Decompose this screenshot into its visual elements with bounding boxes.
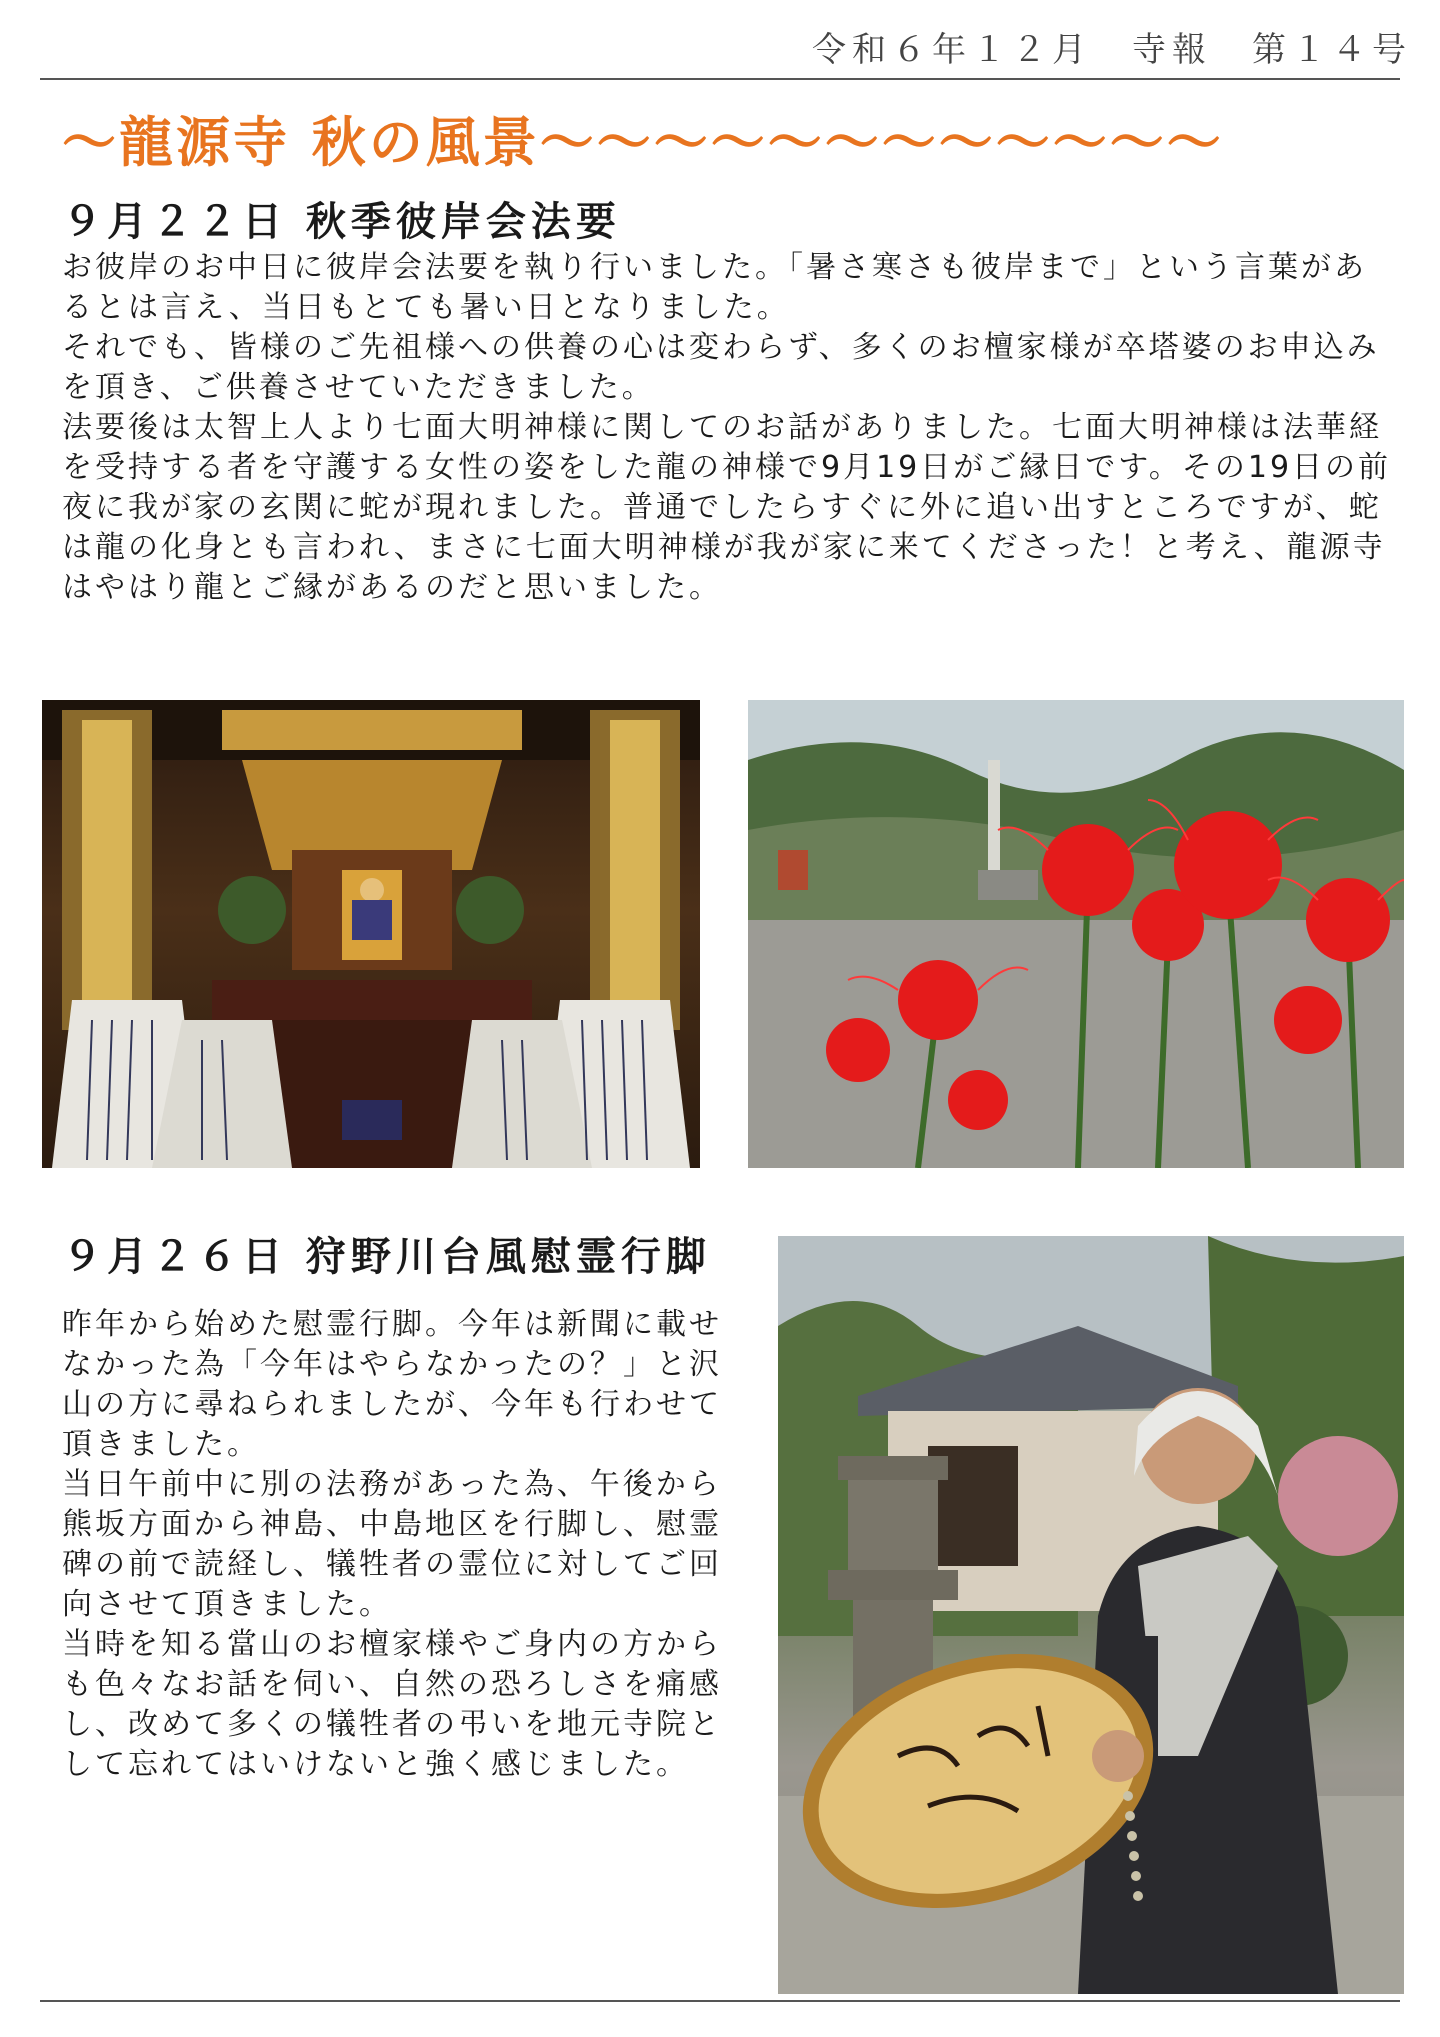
section1-paragraph: 法要後は太智上人より七面大明神様に関してのお話がありました。七面大明神様は法華経を受持する者を守護する女性の姿をした龍の神様で9月19日がご縁日です。その19日の前夜に我が家の玄関に蛇が現れました。普通でしたらすぐに外に追い出すところですが、蛇は龍の化身とも言われ、まさに七面大明神様が我が家に来てくださった！と考え、龍源寺はやはり龍とご縁があるのだと思いました。 xyxy=(62,410,1392,605)
section2-paragraph: 昨年から始めた慰霊行脚。今年は新聞に載せなかった為「今年はやらなかったの？」と沢山の方に尋ねられましたが、今年も行わせて頂きました。 xyxy=(62,1307,722,1462)
spider-lily-photo-drawing xyxy=(748,700,1404,1168)
section2-body xyxy=(62,1305,742,1785)
altar-photo xyxy=(42,700,700,1168)
bottom-rule xyxy=(40,2000,1400,2002)
section1-paragraph: それでも、皆様のご先祖様への供養の心は変わらず、多くのお檀家様が卒塔婆のお申込みを頂き、ご供養させていただきました。 xyxy=(62,330,1380,405)
page-title: 〜龍源寺 秋の風景〜〜〜〜〜〜〜〜〜〜〜〜 xyxy=(62,111,1224,174)
section2-paragraph: 当日午前中に別の法務があった為、午後から熊坂方面から神島、中島地区を行脚し、慰霊碑の前で読経し、犠牲者の霊位に対してご回向させて頂きました。 xyxy=(62,1467,722,1622)
monk-photo-drawing xyxy=(778,1236,1404,1994)
section1-body xyxy=(62,248,1392,608)
altar-photo-drawing xyxy=(42,700,700,1168)
section1-paragraph: お彼岸のお中日に彼岸会法要を執り行いました。「暑さ寒さも彼岸まで」という言葉があるとは言え、当日もとても暑い日となりました。 xyxy=(62,250,1367,325)
monk-photo xyxy=(778,1236,1404,1994)
section1-heading: ９月２２日 秋季彼岸会法要 xyxy=(62,199,621,245)
issue-line: 令和６年１２月 寺報 第１４号 xyxy=(812,30,1412,70)
top-rule xyxy=(40,78,1400,80)
section2-paragraph: 当時を知る當山のお檀家様やご身内の方からも色々なお話を伺い、自然の恐ろしさを痛感し、改めて多くの犠牲者の弔いを地元寺院として忘れてはいけないと強く感じました。 xyxy=(62,1627,722,1782)
section2-heading: ９月２６日 狩野川台風慰霊行脚 xyxy=(62,1234,711,1280)
spider-lily-photo xyxy=(748,700,1404,1168)
